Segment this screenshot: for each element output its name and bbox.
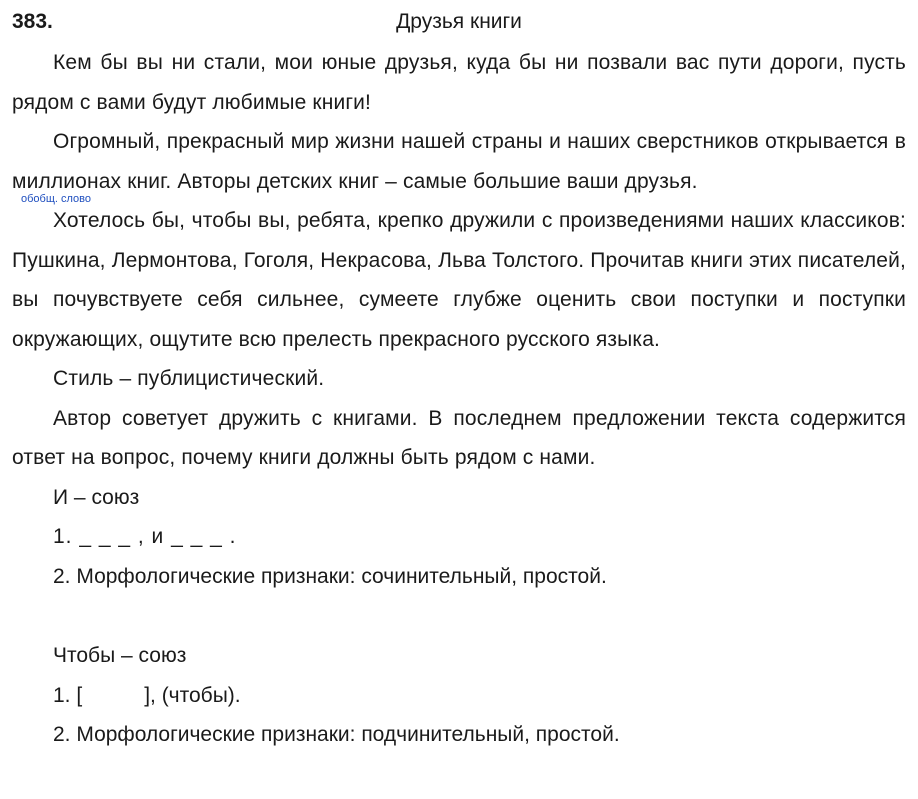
paragraph-3: Хотелось бы, чтобы вы, ребята, крепко дружили с произведениями наших классиков: Пушкина, Лермонтова, Гоголя, Некрасова, Льва Толстого. Прочитав книги этих писателей, вы почувствуете себя сильнее, сумеете глубже оценить свои поступки и поступки окружающих, ощутите всю прелесть прекрасного русского языка. xyxy=(12,209,906,351)
section-chtoby-scheme xyxy=(12,676,906,716)
section-i-heading: И – союз xyxy=(53,485,140,509)
author-paragraph: Автор советует дружить с книгами. В последнем предложении текста содержится ответ на вопрос, почему книги должны быть рядом с нами. xyxy=(12,406,906,469)
style-line: Стиль – публицистический. xyxy=(53,367,325,390)
section-chtoby-heading: Чтобы – союз xyxy=(53,644,187,667)
section-gap xyxy=(12,596,906,636)
text-title: Друзья книги xyxy=(396,10,522,33)
section-i-features: 2. Морфологические признаки: сочинительный, простой. xyxy=(53,564,607,588)
scheme-close: ], (чтобы). xyxy=(144,683,241,707)
scheme-open: 1. [ xyxy=(53,683,83,707)
section-chtoby-features: 2. Морфологические признаки: подчинительный, простой. xyxy=(53,723,620,746)
paragraph-2: Огромный, прекрасный мир жизни нашей страны и наших сверстников открывается в миллионах книг. Авторы детских книг – самые большие ваши друзья. xyxy=(12,130,906,193)
exercise-number: 383. xyxy=(12,10,53,33)
section-i-scheme: 1. _ _ _ , и _ _ _ . xyxy=(53,525,237,548)
paragraph-1: Кем бы вы ни стали, мои юные друзья, куда бы ни позвали вас пути дороги, пусть рядом с вами будут любимые книги! xyxy=(12,51,906,114)
text-body xyxy=(12,43,906,755)
handwritten-note: обобщ. слово xyxy=(21,193,91,205)
